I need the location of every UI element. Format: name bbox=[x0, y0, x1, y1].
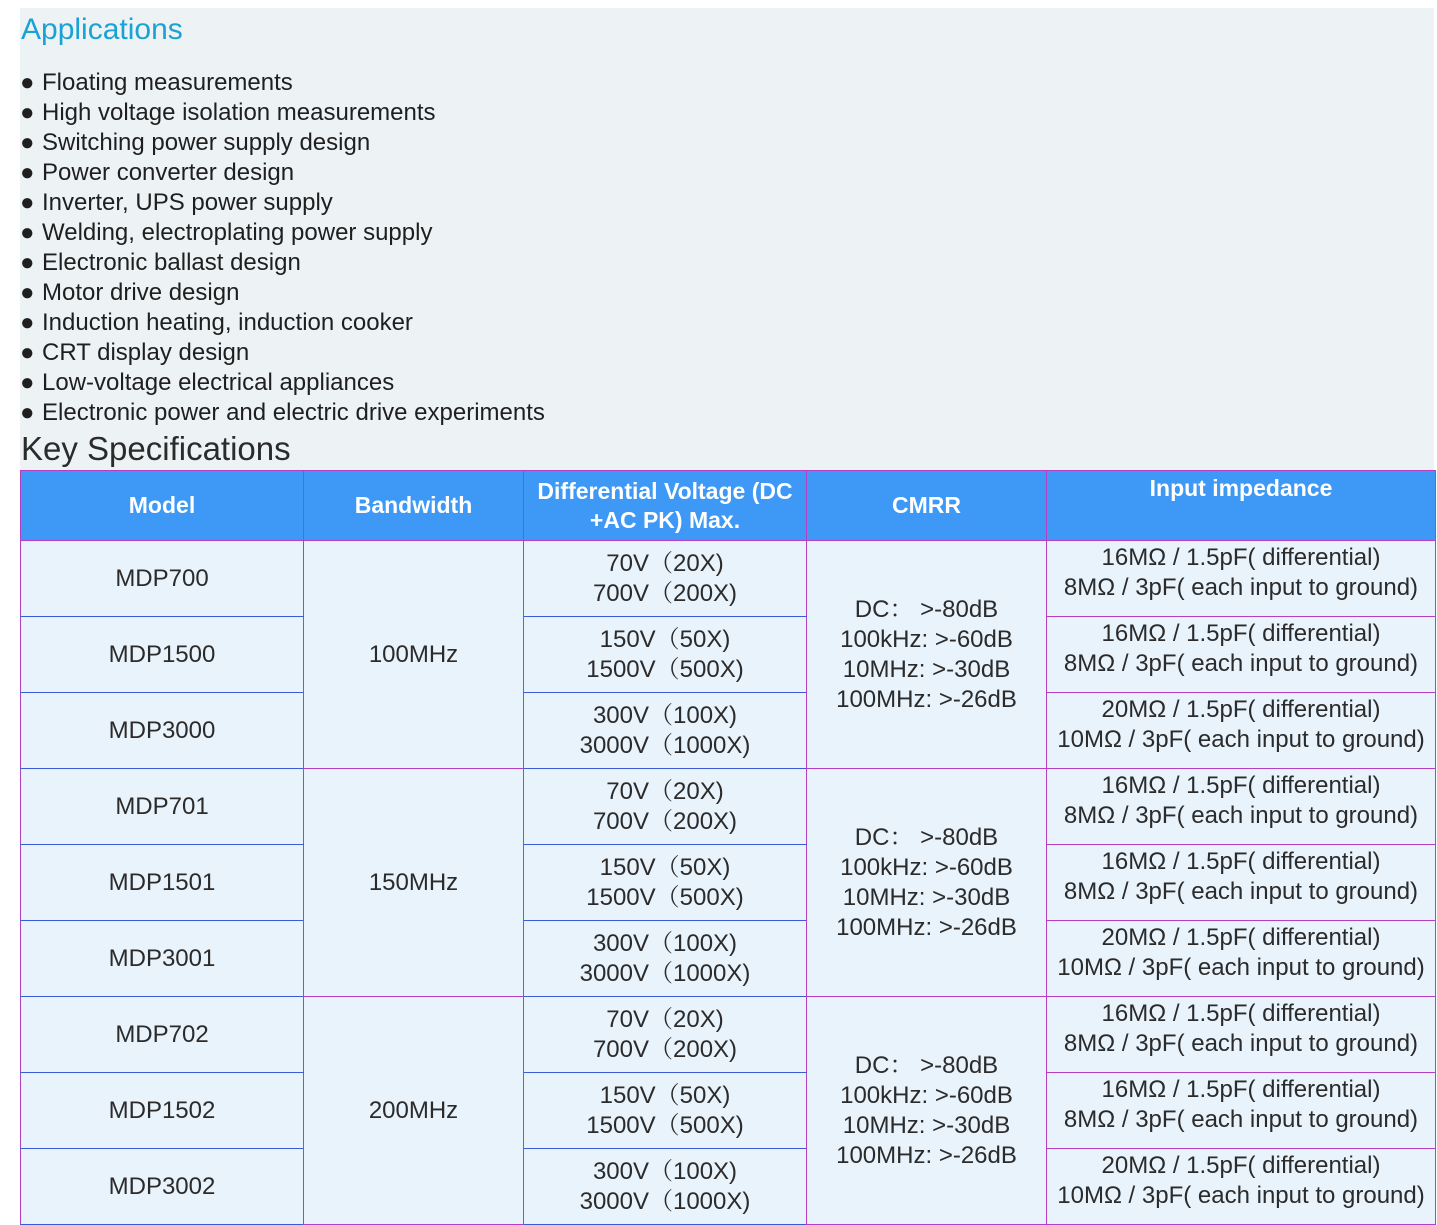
model-cell: MDP3001 bbox=[21, 921, 304, 997]
cmrr-cell-line: 10MHz: >-30dB bbox=[842, 655, 1011, 683]
table-row bbox=[21, 921, 1436, 997]
application-item bbox=[20, 278, 545, 308]
voltage-cell bbox=[524, 541, 807, 617]
applications-list bbox=[20, 68, 545, 428]
applications-heading: Applications bbox=[21, 13, 183, 46]
bandwidth-cell: 200MHz bbox=[304, 997, 524, 1225]
bullet-icon: ● bbox=[20, 369, 35, 396]
application-item-label: Switching power supply design bbox=[42, 129, 371, 156]
cmrr-cell bbox=[807, 541, 1047, 769]
voltage-cell-line: 700V（200X) bbox=[592, 579, 738, 607]
impedance-cell-line: 20MΩ / 1.5pF( differential) bbox=[1101, 1152, 1381, 1179]
voltage-cell-line: 70V（20X) bbox=[606, 549, 724, 577]
header-cmrr: CMRR bbox=[807, 471, 1047, 541]
impedance-cell-line: 8MΩ / 3pF( each input to ground) bbox=[1063, 650, 1419, 677]
table-row bbox=[21, 617, 1436, 693]
impedance-cell bbox=[1047, 769, 1436, 845]
impedance-cell bbox=[1047, 617, 1436, 693]
bullet-icon: ● bbox=[20, 129, 35, 156]
voltage-cell-line: 1500V（500X) bbox=[586, 655, 744, 683]
impedance-cell-line: 16MΩ / 1.5pF( differential) bbox=[1101, 1000, 1381, 1027]
voltage-cell-line: 300V（100X) bbox=[592, 929, 738, 957]
header-model: Model bbox=[21, 471, 304, 541]
voltage-cell-line: 700V（200X) bbox=[592, 807, 738, 835]
bullet-icon: ● bbox=[20, 339, 35, 366]
bullet-icon: ● bbox=[20, 309, 35, 336]
header-bandwidth: Bandwidth bbox=[304, 471, 524, 541]
impedance-cell-line: 16MΩ / 1.5pF( differential) bbox=[1101, 544, 1381, 571]
application-item-label: Induction heating, induction cooker bbox=[42, 309, 413, 336]
application-item bbox=[20, 368, 545, 398]
voltage-cell bbox=[524, 617, 807, 693]
voltage-cell-line: 150V（50X) bbox=[599, 625, 731, 653]
cmrr-cell-line: 100MHz: >-26dB bbox=[836, 1141, 1017, 1169]
application-item bbox=[20, 218, 545, 248]
application-item-label: Floating measurements bbox=[42, 69, 293, 96]
impedance-cell-line: 20MΩ / 1.5pF( differential) bbox=[1101, 696, 1381, 723]
voltage-cell-line: 3000V（1000X) bbox=[579, 959, 751, 987]
model-cell: MDP700 bbox=[21, 541, 304, 617]
application-item-label: Low-voltage electrical appliances bbox=[42, 369, 395, 396]
impedance-cell bbox=[1047, 997, 1436, 1073]
application-item bbox=[20, 338, 545, 368]
voltage-cell-line: 1500V（500X) bbox=[586, 883, 744, 911]
bullet-icon: ● bbox=[20, 99, 35, 126]
voltage-cell-line: 150V（50X) bbox=[599, 1081, 731, 1109]
application-item bbox=[20, 158, 545, 188]
impedance-cell-line: 16MΩ / 1.5pF( differential) bbox=[1101, 848, 1381, 875]
bullet-icon: ● bbox=[20, 399, 35, 426]
impedance-cell-line: 16MΩ / 1.5pF( differential) bbox=[1101, 1076, 1381, 1103]
application-item bbox=[20, 98, 545, 128]
table-row bbox=[21, 769, 1436, 845]
table-body bbox=[21, 541, 1436, 1225]
voltage-cell-line: 700V（200X) bbox=[592, 1035, 738, 1063]
impedance-cell bbox=[1047, 541, 1436, 617]
application-item bbox=[20, 308, 545, 338]
impedance-cell-line: 20MΩ / 1.5pF( differential) bbox=[1101, 924, 1381, 951]
application-item bbox=[20, 68, 545, 98]
application-item bbox=[20, 128, 545, 158]
bullet-icon: ● bbox=[20, 189, 35, 216]
model-cell: MDP3000 bbox=[21, 693, 304, 769]
impedance-cell-line: 8MΩ / 3pF( each input to ground) bbox=[1063, 1106, 1419, 1133]
cmrr-cell-line: 100kHz: >-60dB bbox=[840, 625, 1013, 653]
model-cell: MDP3002 bbox=[21, 1149, 304, 1225]
impedance-cell bbox=[1047, 1073, 1436, 1149]
application-item bbox=[20, 398, 545, 428]
impedance-cell-line: 8MΩ / 3pF( each input to ground) bbox=[1063, 1030, 1419, 1057]
voltage-cell bbox=[524, 997, 807, 1073]
bandwidth-cell: 150MHz bbox=[304, 769, 524, 997]
model-cell: MDP702 bbox=[21, 997, 304, 1073]
cmrr-cell-line: 100kHz: >-60dB bbox=[840, 853, 1013, 881]
impedance-cell bbox=[1047, 693, 1436, 769]
application-item-label: Electronic power and electric drive experiments bbox=[42, 399, 545, 426]
specifications-table bbox=[20, 470, 1436, 1225]
header-input-impedance: Input impedance bbox=[1047, 471, 1436, 541]
voltage-cell-line: 1500V（500X) bbox=[586, 1111, 744, 1139]
table-row bbox=[21, 541, 1436, 617]
cmrr-cell-line: DC： >-80dB bbox=[854, 823, 999, 851]
impedance-cell bbox=[1047, 921, 1436, 997]
bandwidth-cell: 100MHz bbox=[304, 541, 524, 769]
impedance-cell-line: 16MΩ / 1.5pF( differential) bbox=[1101, 772, 1381, 799]
voltage-cell bbox=[524, 769, 807, 845]
impedance-cell-line: 8MΩ / 3pF( each input to ground) bbox=[1063, 878, 1419, 905]
bullet-icon: ● bbox=[20, 219, 35, 246]
cmrr-cell-line: 100kHz: >-60dB bbox=[840, 1081, 1013, 1109]
impedance-cell-line: 10MΩ / 3pF( each input to ground) bbox=[1057, 726, 1425, 753]
cmrr-cell-line: DC： >-80dB bbox=[854, 1051, 999, 1079]
cmrr-cell-line: DC： >-80dB bbox=[854, 595, 999, 623]
cmrr-cell bbox=[807, 769, 1047, 997]
cmrr-cell-line: 10MHz: >-30dB bbox=[842, 1111, 1011, 1139]
voltage-cell-line: 150V（50X) bbox=[599, 853, 731, 881]
application-item-label: High voltage isolation measurements bbox=[42, 99, 436, 126]
application-item-label: Power converter design bbox=[42, 159, 295, 186]
bullet-icon: ● bbox=[20, 159, 35, 186]
impedance-cell-line: 10MΩ / 3pF( each input to ground) bbox=[1057, 1182, 1425, 1209]
voltage-cell-line: 70V（20X) bbox=[606, 777, 724, 805]
table-row bbox=[21, 693, 1436, 769]
header-voltage-line-2: +AC PK) Max. bbox=[589, 506, 741, 533]
voltage-cell bbox=[524, 1073, 807, 1149]
voltage-cell-line: 3000V（1000X) bbox=[579, 731, 751, 759]
impedance-cell-line: 16MΩ / 1.5pF( differential) bbox=[1101, 620, 1381, 647]
cmrr-cell-line: 100MHz: >-26dB bbox=[836, 685, 1017, 713]
voltage-cell bbox=[524, 693, 807, 769]
bullet-icon: ● bbox=[20, 279, 35, 306]
cmrr-cell bbox=[807, 997, 1047, 1225]
impedance-cell-line: 10MΩ / 3pF( each input to ground) bbox=[1057, 954, 1425, 981]
header-voltage-line-1: Differential Voltage (DC bbox=[537, 477, 793, 504]
voltage-cell-line: 300V（100X) bbox=[592, 1157, 738, 1185]
impedance-cell bbox=[1047, 1149, 1436, 1225]
application-item bbox=[20, 188, 545, 218]
application-item-label: Motor drive design bbox=[42, 279, 240, 306]
table-header-row bbox=[21, 471, 1436, 541]
voltage-cell bbox=[524, 845, 807, 921]
voltage-cell-line: 70V（20X) bbox=[606, 1005, 724, 1033]
bullet-icon: ● bbox=[20, 249, 35, 276]
model-cell: MDP701 bbox=[21, 769, 304, 845]
impedance-cell-line: 8MΩ / 3pF( each input to ground) bbox=[1063, 574, 1419, 601]
application-item bbox=[20, 248, 545, 278]
voltage-cell bbox=[524, 1149, 807, 1225]
application-item-label: Electronic ballast design bbox=[42, 249, 301, 276]
bullet-icon: ● bbox=[20, 69, 35, 96]
table-row bbox=[21, 845, 1436, 921]
table-row bbox=[21, 1149, 1436, 1225]
voltage-cell-line: 3000V（1000X) bbox=[579, 1187, 751, 1215]
impedance-cell-line: 8MΩ / 3pF( each input to ground) bbox=[1063, 802, 1419, 829]
key-specifications-heading: Key Specifications bbox=[21, 430, 291, 467]
model-cell: MDP1502 bbox=[21, 1073, 304, 1149]
application-item-label: Welding, electroplating power supply bbox=[42, 219, 433, 246]
voltage-cell-line: 300V（100X) bbox=[592, 701, 738, 729]
table-row bbox=[21, 1073, 1436, 1149]
voltage-cell bbox=[524, 921, 807, 997]
model-cell: MDP1500 bbox=[21, 617, 304, 693]
table-row bbox=[21, 997, 1436, 1073]
cmrr-cell-line: 100MHz: >-26dB bbox=[836, 913, 1017, 941]
application-item-label: Inverter, UPS power supply bbox=[42, 189, 333, 216]
impedance-cell bbox=[1047, 845, 1436, 921]
model-cell: MDP1501 bbox=[21, 845, 304, 921]
cmrr-cell-line: 10MHz: >-30dB bbox=[842, 883, 1011, 911]
application-item-label: CRT display design bbox=[42, 339, 250, 366]
header-differential-voltage bbox=[524, 471, 807, 541]
